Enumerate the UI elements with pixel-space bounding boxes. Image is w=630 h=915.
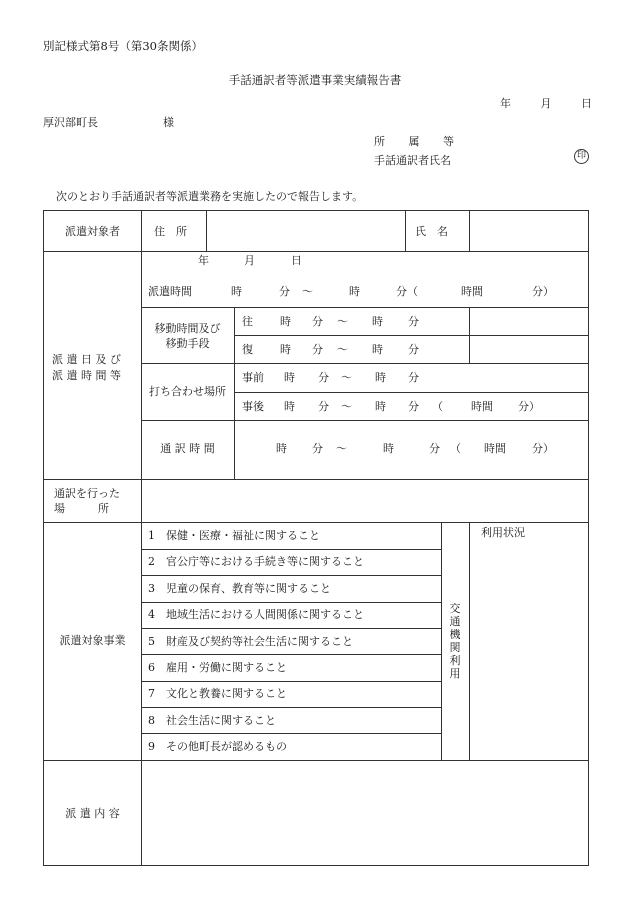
dispatch-hours: 時間 (461, 285, 483, 298)
transport-use-label: 交通機関利用 (449, 602, 461, 680)
travel-back-means-field[interactable] (472, 338, 586, 361)
travel-out-hour2: 時 (372, 315, 383, 328)
dispatch-time-label: 派遣時間 (148, 285, 192, 298)
meeting-after-hours: 時間 (471, 400, 493, 413)
travel-label: 移動時間及び 移動手段 (154, 322, 221, 350)
row-divider (234, 335, 588, 336)
interpret-place-field[interactable] (144, 482, 586, 520)
report-date (500, 95, 592, 111)
travel-back-hour2: 時 (372, 343, 383, 356)
travel-out-minute: 分 (312, 315, 323, 328)
travel-back-label: 復 (242, 343, 253, 356)
interpret-time-label: 通 訳 時 間 (160, 442, 215, 455)
dispatch-start-minute: 分 (279, 285, 290, 298)
travel-out-hour: 時 (280, 315, 291, 328)
form-number: 別記様式第8号（第30条関係） (43, 39, 203, 53)
report-form (43, 210, 589, 866)
address-field[interactable] (209, 214, 403, 248)
meeting-after-label: 事後 (242, 400, 264, 413)
interpret-tilde: 〜 (336, 442, 347, 455)
project-item: 4 地域生活における人間関係に関すること (148, 608, 364, 621)
target-person-label: 派遣対象者 (65, 225, 120, 238)
row-divider (141, 654, 441, 655)
travel-out-means-field[interactable] (472, 310, 586, 333)
addressee (43, 114, 174, 130)
row-divider (141, 681, 441, 682)
name-label: 氏 名 (415, 225, 448, 238)
row-divider (141, 733, 441, 734)
row-divider (141, 307, 588, 308)
travel-back-minute: 分 (312, 343, 323, 356)
dispatch-content-label: 派 遣 内 容 (65, 807, 120, 820)
target-name-field[interactable] (472, 214, 586, 248)
address-label: 住 所 (154, 225, 187, 238)
usage-status-label: 利用状況 (481, 526, 525, 539)
usage-status-field[interactable] (472, 543, 586, 757)
dispatch-end-minute: 分（ (396, 285, 418, 298)
affiliation-char-3: 等 (443, 135, 454, 148)
dispatch-month-label: 月 (244, 254, 255, 267)
project-item: 2 官公庁等における手続き等に関すること (148, 555, 364, 568)
travel-back-tilde: 〜 (337, 343, 348, 356)
travel-back-hour: 時 (280, 343, 291, 356)
project-item: 7 文化と教養に関すること (148, 687, 287, 700)
row-divider (141, 420, 588, 421)
interpret-minutes-close: 分） (532, 442, 554, 455)
meeting-before-minute: 分 (318, 371, 329, 384)
project-item: 1 保健・医療・福祉に関すること (148, 529, 320, 542)
travel-out-label: 往 (242, 315, 253, 328)
reporter-name-label: 手話通訳者氏名 (374, 154, 451, 167)
affiliation-char-2: 属 (408, 135, 420, 148)
affiliation-label (374, 133, 454, 149)
dispatch-start-hour: 時 (231, 285, 242, 298)
column-divider (469, 211, 470, 251)
column-divider (441, 522, 442, 760)
interpret-paren: （ (450, 442, 461, 455)
interpret-end-hour: 時 (383, 442, 394, 455)
meeting-after-tilde: 〜 (341, 400, 352, 413)
meeting-after-minutes-close: 分） (518, 400, 540, 413)
row-divider (44, 760, 588, 761)
meeting-before-hour2: 時 (375, 371, 386, 384)
travel-out-minute2: 分 (408, 315, 419, 328)
interpret-start-minute: 分 (312, 442, 323, 455)
year-label: 年 (500, 97, 511, 110)
interpret-hours: 時間 (484, 442, 506, 455)
row-divider (44, 251, 588, 252)
interpret-start-hour: 時 (276, 442, 287, 455)
dispatch-end-hour: 時 (349, 285, 360, 298)
column-divider (405, 211, 406, 251)
affiliation-char-1: 所 (374, 135, 385, 148)
column-divider (141, 211, 142, 865)
column-divider (234, 307, 235, 479)
travel-back-minute2: 分 (408, 343, 419, 356)
row-divider (141, 628, 441, 629)
project-label: 派遣対象事業 (59, 634, 126, 647)
row-divider (44, 522, 588, 523)
row-divider (44, 479, 588, 480)
row-divider (141, 363, 588, 364)
row-divider (141, 575, 441, 576)
interpret-place-label: 通訳を行った 場 所 (54, 487, 120, 515)
document-title: 手話通訳者等派遣事業実績報告書 (228, 73, 402, 87)
meeting-after-minute: 分 (318, 400, 329, 413)
intro-text: 次のとおり手話通訳者等派遣業務を実施したので報告します。 (56, 190, 364, 203)
meeting-before-label: 事前 (242, 371, 264, 384)
dispatch-year-label: 年 (198, 254, 209, 267)
dispatch-day-label: 日 (291, 254, 302, 267)
month-label: 月 (540, 97, 552, 110)
column-divider (469, 307, 470, 364)
project-item: 9 その他町長が認めるもの (148, 740, 287, 753)
meeting-after-hour2: 時 (375, 400, 386, 413)
column-divider (206, 211, 207, 251)
row-divider (141, 707, 441, 708)
meeting-before-tilde: 〜 (341, 371, 352, 384)
dispatch-content-field[interactable] (144, 763, 586, 863)
meeting-before-minute2: 分 (408, 371, 419, 384)
meeting-after-paren: （ (432, 400, 443, 413)
project-item: 6 雇用・労働に関すること (148, 661, 287, 674)
day-label: 日 (581, 97, 592, 110)
seal-mark: 印 (574, 149, 589, 164)
column-divider (469, 522, 470, 760)
dispatch-datetime-label: 派 遣 日 及 び 派 遣 時 間 等 (52, 353, 121, 382)
row-divider (234, 392, 588, 393)
travel-out-tilde: 〜 (337, 315, 348, 328)
row-divider (141, 602, 441, 603)
meeting-place-label: 打ち合わせ場所 (149, 385, 226, 398)
meeting-before-hour: 時 (284, 371, 295, 384)
addressee-name: 厚沢部町長 (43, 116, 98, 129)
project-item: 5 財産及び契約等社会生活に関すること (148, 635, 353, 648)
row-divider (141, 549, 441, 550)
project-item: 8 社会生活に関すること (148, 714, 276, 727)
meeting-after-hour: 時 (284, 400, 295, 413)
meeting-after-minute2: 分 (408, 400, 419, 413)
interpret-end-minute: 分 (429, 442, 440, 455)
honorific: 様 (163, 116, 174, 129)
dispatch-tilde: 〜 (302, 285, 313, 298)
dispatch-minutes-close: 分） (532, 285, 554, 298)
project-item: 3 児童の保育、教育等に関すること (148, 582, 331, 595)
